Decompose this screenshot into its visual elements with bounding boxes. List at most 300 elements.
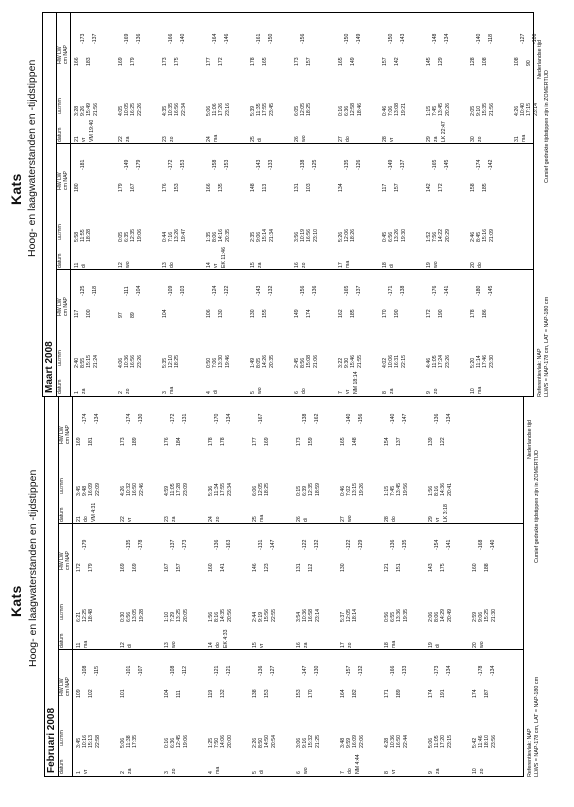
low-water-level: -136 <box>258 665 264 676</box>
high-water-level: 170 <box>382 309 388 318</box>
low-water-level: -169 <box>124 33 130 44</box>
tide-time: 15:16 <box>482 229 489 242</box>
low-water-level: -127 <box>270 665 277 676</box>
day-entry <box>427 526 463 650</box>
tide-time: 2:35 <box>250 231 256 242</box>
tide-time: 17:46 <box>482 355 489 368</box>
low-water-level: -167 <box>258 413 264 424</box>
weekday: wo <box>479 641 485 648</box>
day-number: 7 <box>338 391 344 394</box>
tide-time: 14:35 <box>220 609 227 622</box>
month-header: Februari 2008 <box>45 393 59 776</box>
moon-phase: VM 4:31 <box>91 502 97 522</box>
day-entry <box>337 20 373 144</box>
tide-time: 7:45 <box>432 105 439 116</box>
weekday: za <box>171 516 177 522</box>
low-water-level: -129 <box>358 539 365 550</box>
tide-time: 11:05 <box>432 355 439 368</box>
day-entry <box>381 272 417 396</box>
weekday: za <box>433 136 439 142</box>
day-entry <box>163 400 199 524</box>
tide-time: 23:10 <box>312 229 319 242</box>
weekday: di <box>257 137 263 142</box>
day-number: 10 <box>470 388 476 394</box>
weekday: di <box>435 643 441 648</box>
day-entry <box>339 526 375 650</box>
high-water-level: 191 <box>440 689 447 698</box>
tide-time: 13:30 <box>218 355 225 368</box>
tide-time: 20:29 <box>444 229 451 242</box>
high-water-level: 167 <box>164 563 170 572</box>
weekday: za <box>81 388 87 394</box>
tide-time: 5:36 <box>208 485 214 496</box>
high-water-level: 151 <box>396 563 403 572</box>
tide-time: 3:54 <box>296 611 302 622</box>
tide-time: 5:06 <box>120 737 126 748</box>
day-number: 3 <box>164 771 170 774</box>
low-water-level: -156 <box>300 33 306 44</box>
low-water-level: -136 <box>312 285 319 296</box>
low-water-level: -173 <box>182 539 189 550</box>
high-water-level: 172 <box>218 57 225 66</box>
high-water-level: 169 <box>118 57 124 66</box>
page-title: Kats <box>8 585 24 617</box>
tide-time: 11:05 <box>434 735 441 748</box>
low-water-level: -134 <box>490 665 497 676</box>
tide-time: 0:15 <box>296 485 302 496</box>
low-water-level: -141 <box>444 285 451 296</box>
high-water-level: 173 <box>162 57 168 66</box>
day-entry <box>381 146 417 270</box>
column-header-row: datum uu:mm HW LW cm NAP datum uu:mm HW LW cm NAP datum uu:mm HW LW cm NAP <box>59 393 73 776</box>
low-water-level: -135 <box>344 159 350 170</box>
day-entry <box>73 272 109 396</box>
tide-time: 22:55 <box>270 609 277 622</box>
weekday: di <box>127 643 133 648</box>
day-number: 31 <box>514 136 520 142</box>
high-water-level: 129 <box>438 57 445 66</box>
day-entry <box>295 400 331 524</box>
tide-time: 5:58 <box>74 231 80 242</box>
tide-time: 11:46 <box>478 735 485 748</box>
high-water-level: 175 <box>174 57 181 66</box>
low-water-level: -124 <box>212 285 218 296</box>
weekday: vr <box>81 137 87 142</box>
tide-time: 4:28 <box>384 737 390 748</box>
tide-time: 8:45 <box>476 231 483 242</box>
summer-time-note: Cursief gedrukte tijdstippen zijn in ZOMERTIJD <box>544 70 550 183</box>
low-water-level: -140 <box>476 33 482 44</box>
tide-time: 23:14 <box>532 103 539 116</box>
weekday: zo <box>215 516 221 522</box>
high-water-level: 169 <box>120 563 126 572</box>
day-number: 25 <box>250 136 256 142</box>
day-entry <box>339 400 375 524</box>
low-water-level: -137 <box>170 539 176 550</box>
high-water-level: 165 <box>340 437 346 446</box>
high-water-level: 189 <box>396 689 403 698</box>
low-water-level: -121 <box>214 665 220 676</box>
tide-time: 14:16 <box>218 229 225 242</box>
low-water-level: -108 <box>82 665 88 676</box>
tide-time: 18:28 <box>86 229 93 242</box>
tide-time: 20:41 <box>446 483 453 496</box>
page-subtitle: Hoog- en laagwaterstanden en -tijdstippen <box>26 59 38 257</box>
high-water-level: 131 <box>294 183 300 192</box>
high-water-level: 146 <box>252 563 258 572</box>
low-water-level: -156 <box>300 285 306 296</box>
tide-time: 5:39 <box>250 105 256 116</box>
high-water-level: 173 <box>296 437 302 446</box>
high-water-level: 164 <box>340 689 346 698</box>
high-water-level: 188 <box>484 563 491 572</box>
tide-time: 13:15 <box>352 483 359 496</box>
day-number: 23 <box>162 136 168 142</box>
low-water-level: -158 <box>212 159 218 170</box>
high-water-level: 138 <box>252 689 258 698</box>
high-water-level: 165 <box>338 57 344 66</box>
low-water-level: -180 <box>476 285 482 296</box>
weekday: ma <box>345 260 351 268</box>
low-water-level: -179 <box>136 159 143 170</box>
tide-time: 8:50 <box>258 737 265 748</box>
moon-phase: EK 11:46 <box>221 247 227 268</box>
tide-table <box>44 389 524 777</box>
tide-time: 21:25 <box>314 735 321 748</box>
day-entry <box>469 272 505 396</box>
low-water-level: -168 <box>478 539 484 550</box>
day-number: 13 <box>162 262 168 268</box>
weekday: ma <box>521 134 527 142</box>
high-water-level: 149 <box>350 57 357 66</box>
tide-time: 0:16 <box>164 737 170 748</box>
low-water-level: -132 <box>314 539 321 550</box>
high-water-level: 157 <box>176 563 183 572</box>
low-water-level: -122 <box>346 539 352 550</box>
low-water-level: -172 <box>168 159 174 170</box>
high-water-level: 117 <box>74 309 80 318</box>
weekday: wo <box>125 261 131 268</box>
tide-time: 9:26 <box>80 105 87 116</box>
low-water-level: -153 <box>224 159 231 170</box>
day-entry <box>293 146 329 270</box>
tide-time: 0:56 <box>384 611 390 622</box>
low-water-level: -150 <box>344 33 350 44</box>
low-water-level: -125 <box>312 159 319 170</box>
high-water-level: 185 <box>350 309 357 318</box>
tide-time: 9:30 <box>344 357 351 368</box>
weekday: za <box>125 136 131 142</box>
high-water-level: 166 <box>74 57 80 66</box>
high-water-level: 132 <box>220 689 227 698</box>
low-water-level: -166 <box>168 33 174 44</box>
high-water-level: 190 <box>438 309 445 318</box>
tide-time: 10:05 <box>124 103 131 116</box>
tide-time: 15:49 <box>86 103 93 116</box>
tide-time: 6:06 <box>252 485 258 496</box>
low-water-level: -134 <box>94 413 101 424</box>
tide-time: 0:46 <box>340 485 346 496</box>
day-entry <box>73 146 109 270</box>
tide-time: 17:24 <box>438 355 445 368</box>
weekday: di <box>81 263 87 268</box>
high-water-level: 174 <box>472 689 478 698</box>
low-water-level: -174 <box>476 159 482 170</box>
tide-time: 20:26 <box>444 103 451 116</box>
low-water-level: -140 <box>180 33 187 44</box>
low-water-level: -137 <box>400 159 407 170</box>
high-water-level: 160 <box>208 563 214 572</box>
tide-time: 2:46 <box>470 231 476 242</box>
day-entry <box>337 146 373 270</box>
low-water-level: -108 <box>170 665 176 676</box>
high-water-level: 157 <box>394 183 401 192</box>
low-water-level: -173 <box>434 665 440 676</box>
low-water-level: -134 <box>446 665 453 676</box>
high-water-level: 145 <box>426 57 432 66</box>
tide-time: 8:06 <box>434 611 441 622</box>
tide-time: 7:29 <box>170 611 177 622</box>
low-water-level: -149 <box>124 159 130 170</box>
day-number: 17 <box>340 642 346 648</box>
high-water-level: 180 <box>74 183 80 192</box>
weekday: zo <box>347 642 353 648</box>
high-water-level: 172 <box>426 309 432 318</box>
high-water-level: 106 <box>206 309 212 318</box>
day-number: 26 <box>296 516 302 522</box>
tide-time: 15:25 <box>484 609 491 622</box>
day-number: 6 <box>294 391 300 394</box>
weekday: di <box>303 517 309 522</box>
low-water-level: -174 <box>126 413 132 424</box>
high-water-level: 157 <box>306 57 313 66</box>
high-water-level: 128 <box>470 57 476 66</box>
day-number: 29 <box>428 516 434 522</box>
tide-time: 11:05 <box>170 483 177 496</box>
tide-time: 13:26 <box>394 229 401 242</box>
weekday: wo <box>433 261 439 268</box>
tide-time: 5:06 <box>206 105 212 116</box>
day-number: 2 <box>120 771 126 774</box>
high-water-level: 179 <box>130 57 137 66</box>
tide-time: 14:26 <box>262 355 269 368</box>
day-entry <box>295 652 331 776</box>
tide-time: 4:35 <box>162 105 168 116</box>
llws-note: LLWS = NAP-178 cm, LAT = NAP-180 cm <box>544 296 550 397</box>
tide-time: 21:56 <box>488 103 495 116</box>
high-water-level: 100 <box>86 309 93 318</box>
weekday: do <box>391 516 397 522</box>
low-water-level: -134 <box>446 413 453 424</box>
low-water-level: -171 <box>388 285 394 296</box>
low-water-level: -109 <box>168 285 174 296</box>
tide-time: 0:44 <box>162 231 168 242</box>
high-water-level: 111 <box>176 690 183 698</box>
day-number: 13 <box>164 642 170 648</box>
low-water-level: -181 <box>80 159 86 170</box>
tide-time: 7:56 <box>432 231 439 242</box>
weekday: do <box>215 642 221 648</box>
tide-time: 17:20 <box>440 735 447 748</box>
tide-time: 18:46 <box>356 103 363 116</box>
low-water-level: -135 <box>402 539 409 550</box>
low-water-level: -156 <box>358 413 365 424</box>
low-water-level: -143 <box>256 285 262 296</box>
high-water-level: 182 <box>352 689 359 698</box>
tide-time: 8:16 <box>214 611 221 622</box>
tide-time: 6:55 <box>390 611 397 622</box>
day-number: 20 <box>472 642 478 648</box>
day-number: 15 <box>252 642 258 648</box>
tide-time: 5:42 <box>472 737 478 748</box>
high-water-level: 178 <box>250 57 256 66</box>
tide-time: 15:46 <box>350 355 357 368</box>
day-number: 27 <box>340 516 346 522</box>
high-water-level: 102 <box>88 689 95 698</box>
day-entry <box>119 652 155 776</box>
weekday: ma <box>213 134 219 142</box>
high-water-level: 103 <box>306 183 313 192</box>
day-entry <box>295 526 331 650</box>
tide-time: 20:56 <box>226 609 233 622</box>
tide-time: 0:50 <box>206 357 212 368</box>
weekday: do <box>169 262 175 268</box>
tide-time: 22:15 <box>400 355 407 368</box>
high-water-level: 177 <box>252 437 258 446</box>
weekday: zo <box>433 388 439 394</box>
high-water-level: 174 <box>306 309 313 318</box>
tide-time: 16:09 <box>88 483 95 496</box>
weekday: do <box>301 388 307 394</box>
high-water-level: 167 <box>130 183 137 192</box>
low-water-level: -146 <box>224 33 231 44</box>
tide-time: 22:58 <box>94 735 101 748</box>
low-water-level: -162 <box>314 413 321 424</box>
high-water-level: 171 <box>384 689 390 698</box>
tide-time: 23:45 <box>268 103 275 116</box>
tide-time: 13:05 <box>132 609 139 622</box>
tide-time: 12:06 <box>344 229 351 242</box>
day-number: 11 <box>74 262 80 268</box>
high-water-level: 123 <box>264 563 271 572</box>
tide-time: 14:22 <box>438 229 445 242</box>
tide-time: 3:48 <box>340 737 346 748</box>
low-water-level: -145 <box>444 159 451 170</box>
weekday: ma <box>477 386 483 394</box>
high-water-level: 184 <box>176 437 183 446</box>
day-entry <box>249 272 285 396</box>
day-number: 30 <box>470 136 476 142</box>
page-title: Kats <box>8 173 24 205</box>
tide-time: 5:20 <box>470 357 476 368</box>
high-water-level: 178 <box>470 309 476 318</box>
tide-time: 10:36 <box>124 355 131 368</box>
tide-time: 4:59 <box>164 485 170 496</box>
day-number: 5 <box>250 391 256 394</box>
low-water-level: -134 <box>444 33 451 44</box>
high-water-level: 148 <box>352 437 359 446</box>
low-water-level: -136 <box>136 33 143 44</box>
day-number: 26 <box>294 136 300 142</box>
low-water-level: -122 <box>224 285 231 296</box>
tide-time: 23:16 <box>224 103 231 116</box>
tide-time: 8:16 <box>434 485 441 496</box>
high-water-level: 157 <box>382 57 388 66</box>
weekday: wo <box>301 135 307 142</box>
weekday: vr <box>213 263 219 268</box>
low-water-level: -148 <box>432 33 438 44</box>
high-water-level: 134 <box>338 183 344 192</box>
day-entry <box>251 652 287 776</box>
high-water-level: 89 <box>130 312 137 318</box>
high-water-level: 101 <box>120 689 126 698</box>
low-water-level: -178 <box>478 665 484 676</box>
day-entry <box>427 400 463 524</box>
weekday: za <box>127 768 133 774</box>
reference-note: Referentievlak: NAP <box>537 348 543 397</box>
high-water-level: 122 <box>440 437 447 446</box>
tide-time: 18:26 <box>350 229 357 242</box>
low-water-level: -136 <box>434 413 440 424</box>
llws-note: LLWS = NAP-178 cm, LAT = NAP-180 cm <box>534 676 540 777</box>
day-entry <box>163 652 199 776</box>
tide-time: 16:58 <box>308 609 315 622</box>
tide-time: 10:06 <box>388 355 395 368</box>
tide-time: 11:55 <box>80 229 87 242</box>
tide-time: 1:10 <box>164 611 170 622</box>
weekday: wo <box>303 767 309 774</box>
low-water-level: -112 <box>182 666 189 676</box>
tide-time: 22:06 <box>358 735 365 748</box>
day-number: 28 <box>384 516 390 522</box>
low-water-level: -137 <box>92 33 99 44</box>
day-number: 4 <box>208 771 214 774</box>
day-number: 19 <box>426 262 432 268</box>
tide-time: 21:34 <box>268 229 275 242</box>
tide-time: 12:05 <box>258 483 265 496</box>
tide-time: 8:06 <box>212 231 219 242</box>
day-entry <box>75 526 111 650</box>
day-entry <box>339 652 375 776</box>
tide-time: 15:32 <box>308 735 315 748</box>
day-entry <box>249 146 285 270</box>
tide-time: 23:09 <box>182 483 189 496</box>
high-water-level: 142 <box>426 183 432 192</box>
day-number: 24 <box>206 136 212 142</box>
tide-time: 20:54 <box>270 735 277 748</box>
high-water-level: 170 <box>308 689 315 698</box>
low-water-level: -161 <box>256 33 262 44</box>
tide-time: 16:31 <box>394 355 401 368</box>
tide-time: 4:02 <box>382 357 388 368</box>
high-water-level: 166 <box>206 183 212 192</box>
weekday: ma <box>215 766 221 774</box>
tide-time: 3:45 <box>76 485 82 496</box>
day-number: 27 <box>338 136 344 142</box>
tide-time: 21:30 <box>490 609 497 622</box>
tide-time: 4:06 <box>118 357 124 368</box>
day-number: 7 <box>340 771 346 774</box>
tide-time: 7:50 <box>214 737 221 748</box>
day-number: 16 <box>294 262 300 268</box>
tide-time: 20:05 <box>182 609 189 622</box>
weekday: ma <box>169 386 175 394</box>
weekday: zo <box>125 388 131 394</box>
tide-time: 3:06 <box>296 737 302 748</box>
low-water-level: -176 <box>432 285 438 296</box>
low-water-level: -147 <box>270 539 277 550</box>
low-water-level: -154 <box>434 539 440 550</box>
